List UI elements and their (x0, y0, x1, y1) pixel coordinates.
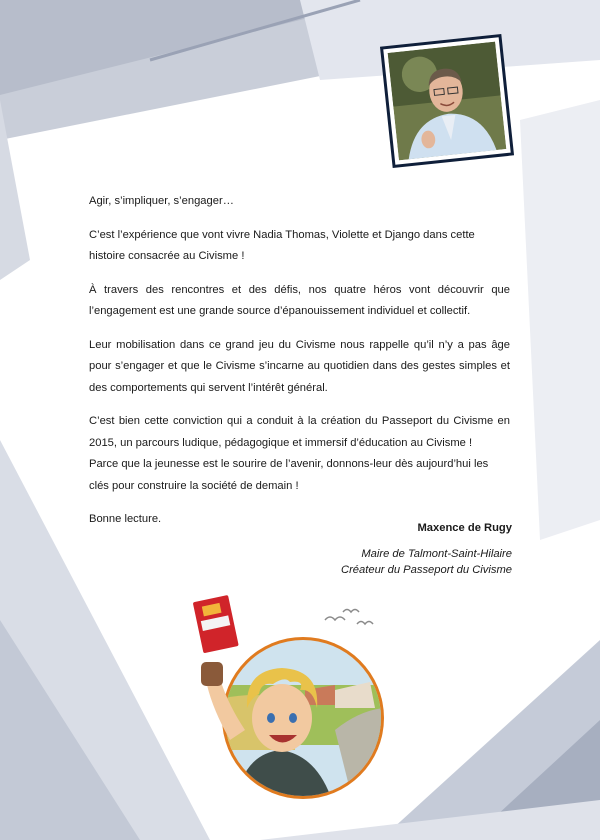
signature-role-2: Créateur du Passeport du Civisme (341, 564, 512, 576)
letter-paragraph: C’est bien cette conviction qui a conduit à la création du Passeport du Civisme en 2015, un parcours ludique, pédagogique et immersif d’éducation au Civisme ! (89, 415, 510, 449)
letter-paragraph: Parce que la jeunesse est le sourire de l’avenir, donnons-leur dès aujourd’hui les clés pour construire la société de demain ! (89, 458, 489, 492)
bird-icon (343, 610, 359, 613)
letter-paragraph: Bonne lecture. (89, 513, 162, 525)
glove (201, 662, 223, 686)
author-photo-frame (380, 34, 514, 168)
letter-body (89, 191, 510, 543)
letter-paragraph: Agir, s’impliquer, s’engager… (89, 195, 234, 207)
passport-icon (193, 595, 239, 653)
bird-icon (325, 617, 345, 620)
letter-paragraph: C’est l’expérience que vont vivre Nadia Thomas, Violette et Django dans cette histoire consacrée au Civisme ! (89, 228, 475, 262)
kid-illustration (185, 590, 395, 805)
author-photo (388, 42, 507, 161)
signature-block (341, 520, 512, 578)
letter-paragraph: Leur mobilisation dans ce grand jeu du Civisme nous rappelle qu’il n’y a pas âge pour s’engager et que le Civisme s’incarne au quotidien dans des gestes simples et des comportements qui servent l’intérêt général. (89, 338, 510, 394)
letter-paragraph: À travers des rencontres et des défis, nos quatre héros vont découvrir que l’engagement est une grande source d’épanouissement individuel et collectif. (89, 283, 510, 317)
scene (215, 630, 395, 805)
signature-name: Maxence de Rugy (417, 522, 512, 534)
bg-shape-right (520, 100, 600, 540)
bird-icon (357, 622, 373, 625)
signature-role-1: Maire de Talmont-Saint-Hilaire (361, 548, 512, 560)
